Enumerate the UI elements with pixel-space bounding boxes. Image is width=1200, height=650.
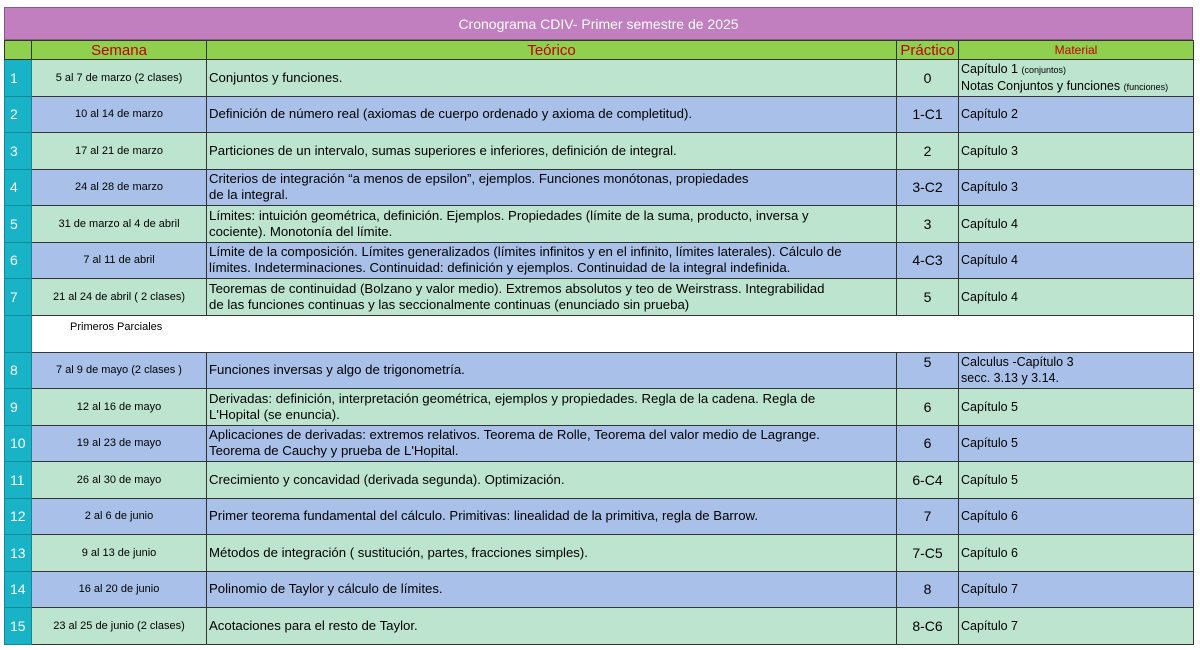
material-text: Capítulo 2 bbox=[961, 107, 1018, 122]
theory-topics bbox=[207, 462, 897, 499]
theory-line: Teoremas de continuidad (Bolzano y valor medio). Extremos absolutos y teo de Weirstrass. Integrabilidad bbox=[209, 280, 825, 296]
theory-line: Polinomio de Taylor y cálculo de límites. bbox=[209, 581, 443, 597]
theory-topics bbox=[207, 498, 897, 535]
material-ref bbox=[959, 279, 1194, 316]
material-line bbox=[961, 354, 1191, 370]
week-dates: 5 al 7 de marzo (2 clases) bbox=[32, 60, 207, 97]
theory-line: Aplicaciones de derivadas: extremos relativos. Teorema de Rolle, Teorema del valor medio de Lagrange. bbox=[209, 427, 820, 443]
week-number: 6 bbox=[5, 242, 32, 279]
header-number bbox=[5, 41, 32, 60]
material-text: Capítulo 6 bbox=[961, 545, 1018, 560]
week-dates: 9 al 13 de junio bbox=[32, 535, 207, 572]
week-dates: 19 al 23 de mayo bbox=[32, 425, 207, 462]
practice-number: 2 bbox=[897, 133, 959, 170]
theory-topics bbox=[207, 571, 897, 608]
week-number: 5 bbox=[5, 206, 32, 243]
theory-line: Derivadas: definición, interpretación geométrica, ejemplos y propiedades. Regla de la cadena. Regla de bbox=[209, 390, 816, 406]
week-dates: 7 al 11 de abril bbox=[32, 242, 207, 279]
theory-line: cociente). Monotonía del límite. bbox=[209, 223, 393, 239]
week-number: 1 bbox=[5, 60, 32, 97]
header-practico: Práctico bbox=[897, 41, 959, 60]
week-dates: 26 al 30 de mayo bbox=[32, 462, 207, 499]
theory-line: Métodos de integración ( sustitución, partes, fracciones simples). bbox=[209, 544, 588, 560]
material-line bbox=[961, 581, 1191, 597]
material-text: Capítulo 4 bbox=[961, 253, 1018, 268]
material-text: Capítulo 6 bbox=[961, 509, 1018, 524]
week-number: 14 bbox=[5, 571, 32, 608]
header-material: Material bbox=[959, 41, 1194, 60]
week-dates: 16 al 20 de junio bbox=[32, 571, 207, 608]
material-line bbox=[961, 508, 1191, 524]
material-note: (conjuntos) bbox=[1021, 64, 1066, 75]
material-text: Capítulo 5 bbox=[961, 399, 1018, 414]
header-teorico: Teórico bbox=[207, 41, 897, 60]
material-text: Capítulo 4 bbox=[961, 216, 1018, 231]
theory-line: Crecimiento y concavidad (derivada segunda). Optimización. bbox=[209, 471, 565, 487]
theory-line: Primer teorema fundamental del cálculo. Primitivas: linealidad de la primitiva, regla de Barrow. bbox=[209, 508, 758, 524]
material-line bbox=[961, 106, 1191, 122]
practice-number: 3 bbox=[897, 206, 959, 243]
week-dates: 17 al 21 de marzo bbox=[32, 133, 207, 170]
theory-topics bbox=[207, 60, 897, 97]
material-text: Calculus -Capítulo 3 bbox=[961, 355, 1074, 370]
material-text: secc. 3.13 y 3.14. bbox=[961, 371, 1059, 386]
material-ref bbox=[959, 498, 1194, 535]
material-line bbox=[961, 399, 1191, 415]
table-row bbox=[5, 352, 1194, 389]
table-row bbox=[5, 279, 1194, 316]
theory-line: Conjuntos y funciones. bbox=[209, 69, 343, 85]
theory-line: L'Hopital (se enuncia). bbox=[209, 406, 340, 422]
material-ref bbox=[959, 206, 1194, 243]
theory-topics bbox=[207, 608, 897, 645]
practice-number: 0 bbox=[897, 60, 959, 97]
practice-number: 5 bbox=[897, 352, 959, 389]
theory-topics bbox=[207, 169, 897, 206]
exam-break-label: Primeros Parciales bbox=[32, 315, 1194, 352]
theory-topics bbox=[207, 279, 897, 316]
week-number: 4 bbox=[5, 169, 32, 206]
table-row bbox=[5, 389, 1194, 426]
material-line bbox=[961, 289, 1191, 305]
material-line bbox=[961, 252, 1191, 268]
practice-number: 7 bbox=[897, 498, 959, 535]
week-number: 3 bbox=[5, 133, 32, 170]
week-dates: 12 al 16 de mayo bbox=[32, 389, 207, 426]
material-line bbox=[961, 78, 1191, 95]
material-note: (funciones) bbox=[1123, 81, 1169, 92]
practice-number: 5 bbox=[897, 279, 959, 316]
material-line bbox=[961, 143, 1191, 159]
theory-line: de la integral. bbox=[209, 187, 289, 203]
practice-number: 4-C3 bbox=[897, 242, 959, 279]
week-number: 15 bbox=[5, 608, 32, 645]
material-ref bbox=[959, 535, 1194, 572]
material-text: Capítulo 4 bbox=[961, 289, 1018, 304]
table-row bbox=[5, 535, 1194, 572]
material-text: Capítulo 7 bbox=[961, 582, 1018, 597]
theory-line: Particiones de un intervalo, sumas superiores e inferiores, definición de integral. bbox=[209, 142, 677, 158]
theory-line: Criterios de integración “a menos de epsilon”, ejemplos. Funciones monótonas, propiedades bbox=[209, 171, 749, 187]
material-ref bbox=[959, 425, 1194, 462]
material-ref bbox=[959, 133, 1194, 170]
material-text: Capítulo 5 bbox=[961, 472, 1018, 487]
table-row bbox=[5, 96, 1194, 133]
theory-line: Límite de la composición. Límites generalizados (límites infinitos y en el infinito, límites laterales). Cálculo de bbox=[209, 244, 842, 260]
exam-break-row bbox=[5, 315, 1194, 352]
material-ref bbox=[959, 242, 1194, 279]
material-text: Capítulo 3 bbox=[961, 143, 1018, 158]
material-line bbox=[961, 472, 1191, 488]
week-dates: 31 de marzo al 4 de abril bbox=[32, 206, 207, 243]
header-semana: Semana bbox=[32, 41, 207, 60]
table-row bbox=[5, 608, 1194, 645]
material-text: Notas Conjuntos y funciones bbox=[961, 78, 1121, 93]
week-number: 12 bbox=[5, 498, 32, 535]
material-text: Capítulo 5 bbox=[961, 436, 1018, 451]
theory-topics bbox=[207, 389, 897, 426]
material-ref bbox=[959, 96, 1194, 133]
week-number: 2 bbox=[5, 96, 32, 133]
practice-number: 8-C6 bbox=[897, 608, 959, 645]
table-row bbox=[5, 206, 1194, 243]
practice-number: 1-C1 bbox=[897, 96, 959, 133]
practice-number: 8 bbox=[897, 571, 959, 608]
theory-topics bbox=[207, 133, 897, 170]
table-row bbox=[5, 571, 1194, 608]
material-text: Capítulo 1 bbox=[961, 61, 1018, 76]
table-row bbox=[5, 60, 1194, 97]
week-dates: 2 al 6 de junio bbox=[32, 498, 207, 535]
table-row bbox=[5, 242, 1194, 279]
week-number: 10 bbox=[5, 425, 32, 462]
material-ref bbox=[959, 462, 1194, 499]
theory-line: Teorema de Cauchy y prueba de L'Hopital. bbox=[209, 443, 459, 459]
week-dates: 7 al 9 de mayo (2 clases ) bbox=[32, 352, 207, 389]
material-line bbox=[961, 61, 1191, 78]
theory-topics bbox=[207, 206, 897, 243]
week-dates: 24 al 28 de marzo bbox=[32, 169, 207, 206]
material-text: Capítulo 3 bbox=[961, 180, 1018, 195]
week-number: 9 bbox=[5, 389, 32, 426]
table-row bbox=[5, 498, 1194, 535]
theory-line: Definición de número real (axiomas de cuerpo ordenado y axioma de completitud). bbox=[209, 106, 693, 122]
exam-break-marker bbox=[5, 315, 32, 352]
practice-number: 6-C4 bbox=[897, 462, 959, 499]
material-ref bbox=[959, 352, 1194, 389]
theory-line: Límites: intuición geométrica, definición. Ejemplos. Propiedades (límite de la suma, producto, inversa y bbox=[209, 207, 809, 223]
practice-number: 3-C2 bbox=[897, 169, 959, 206]
material-line bbox=[961, 618, 1191, 634]
material-line bbox=[961, 216, 1191, 232]
week-number: 13 bbox=[5, 535, 32, 572]
table-row bbox=[5, 133, 1194, 170]
schedule-table bbox=[4, 40, 1194, 645]
week-dates: 21 al 24 de abril ( 2 clases) bbox=[32, 279, 207, 316]
week-number: 8 bbox=[5, 352, 32, 389]
material-ref bbox=[959, 60, 1194, 97]
practice-number: 6 bbox=[897, 425, 959, 462]
week-dates: 10 al 14 de marzo bbox=[32, 96, 207, 133]
material-line bbox=[961, 435, 1191, 451]
theory-topics bbox=[207, 242, 897, 279]
week-number: 7 bbox=[5, 279, 32, 316]
material-ref bbox=[959, 608, 1194, 645]
theory-topics bbox=[207, 425, 897, 462]
theory-topics bbox=[207, 535, 897, 572]
schedule-sheet bbox=[4, 7, 1193, 645]
material-line bbox=[961, 370, 1191, 386]
material-line bbox=[961, 545, 1191, 561]
theory-line: Funciones inversas y algo de trigonometría. bbox=[209, 362, 465, 378]
theory-line: Acotaciones para el resto de Taylor. bbox=[209, 617, 418, 633]
theory-line: de las funciones continuas y las seccionalmente continuas (enunciado sin prueba) bbox=[209, 296, 690, 312]
material-ref bbox=[959, 169, 1194, 206]
sheet-title: Cronograma CDIV- Primer semestre de 2025 bbox=[4, 7, 1193, 40]
theory-topics bbox=[207, 96, 897, 133]
material-text: Capítulo 7 bbox=[961, 618, 1018, 633]
week-dates: 23 al 25 de junio (2 clases) bbox=[32, 608, 207, 645]
practice-number: 7-C5 bbox=[897, 535, 959, 572]
week-number: 11 bbox=[5, 462, 32, 499]
material-ref bbox=[959, 389, 1194, 426]
practice-number: 6 bbox=[897, 389, 959, 426]
material-ref bbox=[959, 571, 1194, 608]
theory-line: límites. Indeterminaciones. Continuidad: definición y ejemplos. Continuidad de la integral indefinida. bbox=[209, 260, 791, 276]
table-row bbox=[5, 462, 1194, 499]
table-row bbox=[5, 425, 1194, 462]
material-line bbox=[961, 179, 1191, 195]
theory-topics bbox=[207, 352, 897, 389]
header-row bbox=[5, 41, 1194, 60]
table-row bbox=[5, 169, 1194, 206]
